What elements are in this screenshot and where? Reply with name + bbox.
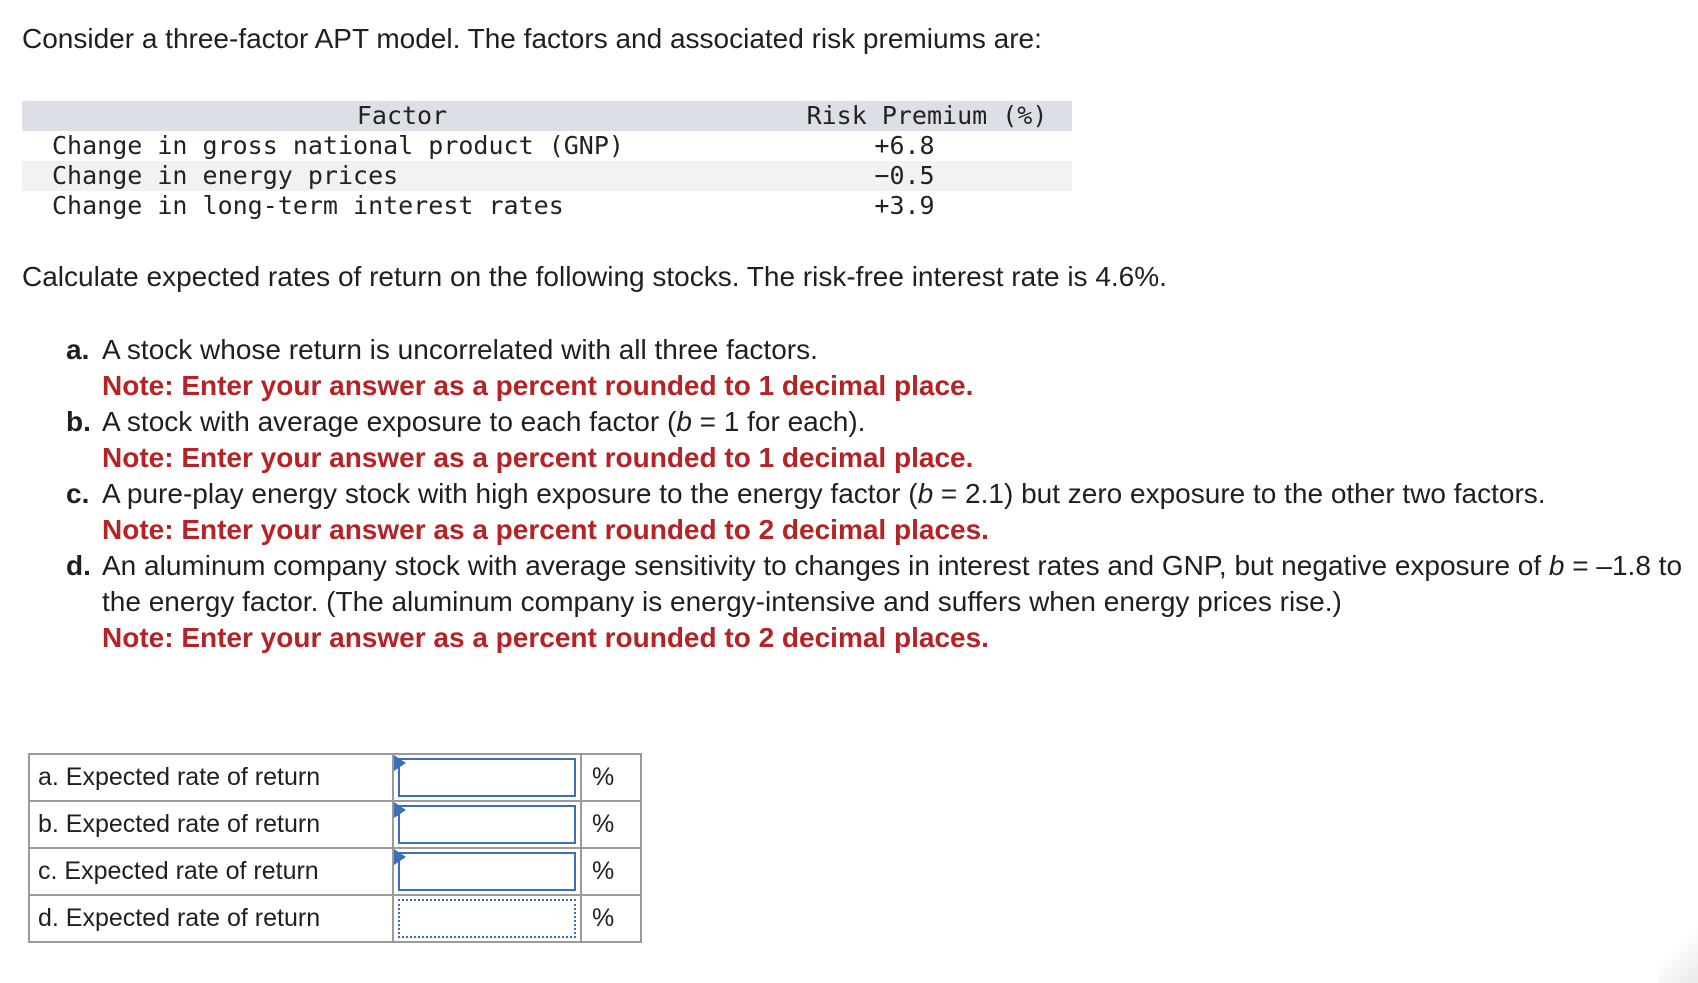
factor-name: Change in gross national product (GNP) bbox=[52, 131, 624, 160]
percent-unit: % bbox=[581, 801, 641, 848]
calculation-instructions: Calculate expected rates of return on the following stocks. The risk-free interest rate is 4.6%. bbox=[22, 261, 1167, 292]
risk-premium-value: +3.9 bbox=[874, 191, 935, 220]
part-letter: c. bbox=[66, 478, 90, 509]
answer-label: a. Expected rate of return bbox=[29, 754, 393, 801]
factor-row bbox=[22, 191, 1072, 221]
factor-header: Factor bbox=[356, 101, 448, 130]
answer-input-a[interactable] bbox=[398, 758, 576, 797]
page-corner-shadow bbox=[1658, 923, 1698, 983]
answer-label: b. Expected rate of return bbox=[29, 801, 393, 848]
factor-name: Change in long-term interest rates bbox=[52, 191, 564, 220]
part-text: = 2.1) but zero exposure to the other two factors. bbox=[933, 478, 1546, 509]
part-note: Note: Enter your answer as a percent rounded to 2 decimal places. bbox=[102, 622, 989, 653]
flag-icon bbox=[394, 849, 406, 865]
factor-table bbox=[22, 101, 1072, 221]
part-text: = 1 for each). bbox=[691, 406, 866, 437]
answer-cell bbox=[393, 848, 581, 895]
question-part-d bbox=[66, 548, 1686, 656]
factor-table-header bbox=[22, 101, 1072, 131]
question-part-b bbox=[66, 404, 1686, 476]
answer-input-c[interactable] bbox=[398, 852, 576, 891]
part-note: Note: Enter your answer as a percent rounded to 2 decimal places. bbox=[102, 514, 989, 545]
answer-input-b[interactable] bbox=[398, 805, 576, 844]
answer-cell bbox=[393, 895, 581, 942]
answer-row-b bbox=[29, 801, 641, 848]
answer-row-d bbox=[29, 895, 641, 942]
question-part-c bbox=[66, 476, 1686, 548]
part-letter: a. bbox=[66, 334, 90, 365]
part-note: Note: Enter your answer as a percent rounded to 1 decimal place. bbox=[102, 370, 974, 401]
answer-label: c. Expected rate of return bbox=[29, 848, 393, 895]
answer-row-a bbox=[29, 754, 641, 801]
risk-premium-value: +6.8 bbox=[874, 131, 935, 160]
percent-unit: % bbox=[581, 895, 641, 942]
part-text: = –1.8 to the energy factor. (The aluminum company is energy-intensive and suffers when energy prices rise.) bbox=[102, 550, 1683, 617]
beta-variable: b bbox=[1548, 550, 1565, 581]
question-part-a bbox=[66, 332, 1686, 404]
flag-icon bbox=[394, 755, 406, 771]
answer-cell bbox=[393, 754, 581, 801]
risk-premium-header: Risk Premium (%) bbox=[806, 101, 1048, 130]
beta-variable: b bbox=[676, 406, 692, 437]
answer-input-d[interactable] bbox=[398, 899, 576, 938]
part-letter: d. bbox=[66, 550, 91, 581]
part-letter: b. bbox=[66, 406, 91, 437]
percent-unit: % bbox=[581, 754, 641, 801]
beta-variable: b bbox=[917, 478, 934, 509]
answer-table bbox=[28, 753, 642, 943]
part-text: A stock whose return is uncorrelated with all three factors. bbox=[102, 334, 818, 365]
factor-row bbox=[22, 131, 1072, 161]
factor-name: Change in energy prices bbox=[52, 161, 399, 190]
answer-row-c bbox=[29, 848, 641, 895]
percent-unit: % bbox=[581, 848, 641, 895]
part-text: A pure-play energy stock with high exposure to the energy factor ( bbox=[102, 478, 918, 509]
part-text: A stock with average exposure to each factor ( bbox=[102, 406, 677, 437]
flag-icon bbox=[394, 802, 406, 818]
question-parts bbox=[66, 332, 1686, 656]
answer-label: d. Expected rate of return bbox=[29, 895, 393, 942]
part-note: Note: Enter your answer as a percent rounded to 1 decimal place. bbox=[102, 442, 974, 473]
part-text: An aluminum company stock with average sensitivity to changes in interest rates and GNP, but negative exposure of bbox=[102, 550, 1549, 581]
intro-text: Consider a three-factor APT model. The factors and associated risk premiums are: bbox=[22, 23, 1042, 54]
risk-premium-value: −0.5 bbox=[874, 161, 935, 190]
factor-row bbox=[22, 161, 1072, 191]
answer-cell bbox=[393, 801, 581, 848]
